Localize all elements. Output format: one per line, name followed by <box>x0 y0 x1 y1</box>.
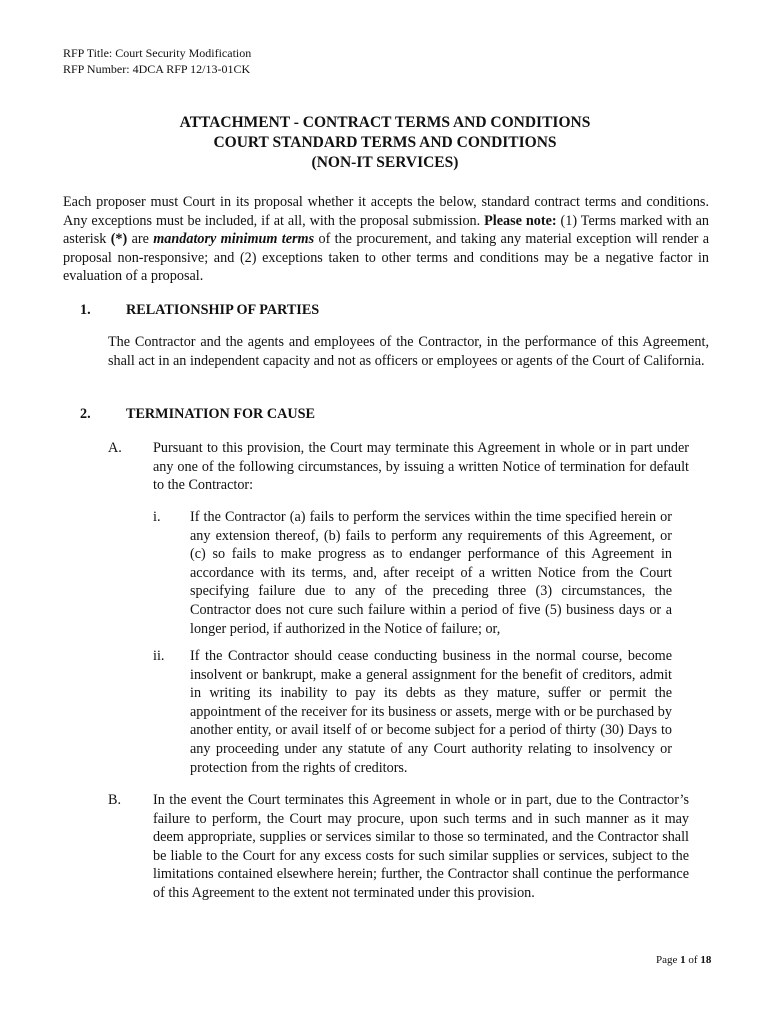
intro-text-3: are <box>127 231 154 248</box>
page-number-footer <box>656 953 711 967</box>
please-note-label: Please note: <box>484 212 557 229</box>
current-page: 1 <box>680 954 686 966</box>
clause-ii-text: If the Contractor should cease conducting business in the normal course, become insolvent or bankrupt, make a general assignment for the benefit of creditors, admit in writing its inability to pay its debts as they mature, suffer or permit the appointment of the receiver for its business or assets, merge with or be purchased by another entity, or avail itself of or become subject for a period of thirty (30) Days to any proceeding under any statute of any Court authority relating to insolvency or protection from the rights of creditors. <box>190 648 672 776</box>
page-header <box>63 45 251 77</box>
section-1-number: 1. <box>80 302 91 318</box>
title-line-2: COURT STANDARD TERMS AND CONDITIONS <box>213 134 557 151</box>
total-pages: 18 <box>700 954 712 966</box>
section-1-title: RELATIONSHIP OF PARTIES <box>126 302 320 318</box>
clause-a-label: A. <box>108 440 122 456</box>
section-2-number: 2. <box>80 406 91 422</box>
section-1-body: The Contractor and the agents and employees of the Contractor, in the performance of this Agreement, shall act in an independent capacity and not as officers or employees or agents of the Court of California. <box>108 334 709 369</box>
title-line-1: ATTACHMENT - CONTRACT TERMS AND CONDITIONS <box>179 114 591 131</box>
page-word: Page <box>656 954 681 966</box>
mandatory-terms-label: mandatory minimum terms <box>153 231 315 248</box>
clause-i-label: i. <box>153 509 161 525</box>
clause-b-label: B. <box>108 792 122 808</box>
rfp-number: RFP Number: 4DCA RFP 12/13-01CK <box>63 62 251 76</box>
title-line-3: (NON-IT SERVICES) <box>311 154 459 171</box>
rfp-title: RFP Title: Court Security Modification <box>63 46 252 60</box>
clause-b-text: In the event the Court terminates this Agreement in whole or in part, due to the Contractor’s failure to perform, the Court may procure, upon such terms and in such manner as it may deem appropriate, supplies or services similar to those so terminated, and the Contractor shall be liable to the Court for any excess costs for such similar supplies or services, subject to the limitations contained elsewhere herein; further, the Contractor shall continue the performance of this Agreement to the extent not terminated under this provision. <box>153 792 689 901</box>
clause-i-text: If the Contractor (a) fails to perform the services within the time specified herein or any extension thereof, (b) fails to perform any requirements of this Agreement, or (c) so fails to make progress as to endanger performance of this Agreement in accordance with its terms, and, after receipt of a written Notice from the Court specifying failure due to any of the preceding three (3) circumstances, the Contractor does not cure such failure within a period of five (5) business days or a longer period, if authorized in the Notice of failure; or, <box>190 509 672 637</box>
clause-ii-label: ii. <box>153 648 165 664</box>
asterisk-marker: (*) <box>110 231 128 248</box>
intro-text-1: Each proposer must Court in its proposal whether it accepts the below, standard contract terms and conditions. Any exceptions must be included, if at all, with the proposal submission. <box>63 194 709 229</box>
of-word: of <box>685 954 701 966</box>
document-title <box>0 113 770 173</box>
intro-text-2: (1) Terms marked with an asterisk <box>63 212 709 248</box>
intro-paragraph <box>63 193 709 286</box>
intro-text-4: of the procurement, and taking any material exception will render a proposal non-responsive; and (2) exceptions taken to other terms and conditions may be a negative factor in evaluation of a proposal. <box>63 231 710 285</box>
section-2-title: TERMINATION FOR CAUSE <box>126 406 315 422</box>
clause-a-text: Pursuant to this provision, the Court may terminate this Agreement in whole or in part under any one of the following circumstances, by issuing a written Notice of termination for default to the Contractor: <box>153 440 689 494</box>
